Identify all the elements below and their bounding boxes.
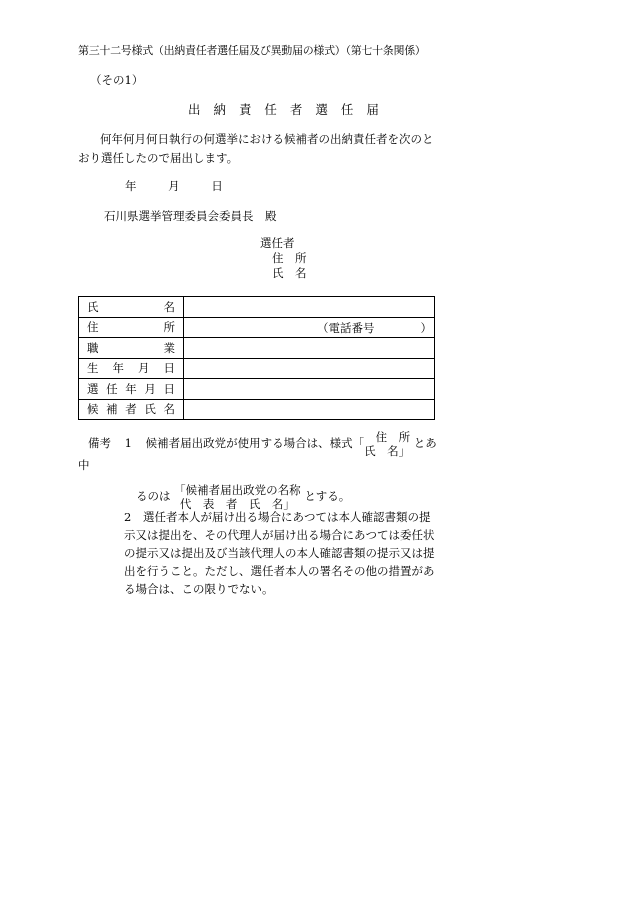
note-2-text: 選任者本人が届け出る場合にあつては本人確認書類の提示又は提出を、その代理人が届け出る場合にあつては委任状の提示又は提出及び当該代理人の本人確認書類の提示又は提出を行うこと。ただし、選任者本人の署名その他の措置がある場合は、この限りでない。: [124, 510, 435, 596]
form-header: 第三十二号様式（出納責任者選任届及び異動届の様式）（第七十条関係）: [78, 44, 426, 57]
details-table: [78, 296, 435, 420]
appointer-block: [260, 236, 307, 281]
occupation-field[interactable]: [184, 338, 435, 359]
appointer-title: 選任者: [260, 236, 295, 250]
birthdate-field[interactable]: [184, 358, 435, 379]
table-row: [79, 399, 435, 420]
table-row: [79, 317, 435, 338]
table-row: [79, 358, 435, 379]
table-row: [79, 379, 435, 400]
phone-number-label: （電話番号 ）: [317, 320, 432, 335]
notes-head: 備考: [88, 436, 111, 450]
note-1-number: 1: [124, 436, 132, 450]
month-label: 月: [168, 179, 180, 193]
note-1-continuation: 中: [78, 458, 90, 472]
row-label: 住所: [79, 317, 184, 338]
form-part-label: （その1）: [90, 73, 144, 87]
addressee: 石川県選挙管理委員会委員長 殿: [104, 209, 277, 223]
note-2-number: 2: [124, 510, 132, 524]
note-1-line2-bracket: 「候補者届出政党の名称 代 表 者 氏 名」: [174, 483, 301, 511]
row-label: 候補者氏名: [79, 399, 184, 420]
row-label: 氏名: [79, 297, 184, 318]
day-label: 日: [211, 179, 223, 193]
appointer-address-label: 住 所: [272, 251, 307, 265]
table-row: [79, 338, 435, 359]
note-2: [124, 508, 436, 598]
name-field[interactable]: [184, 297, 435, 318]
row-label: 選任年月日: [79, 379, 184, 400]
note-1-line2-tail: とする。: [304, 489, 351, 503]
table-row: [79, 297, 435, 318]
note-1-bracket: 住 所 氏 名」: [364, 430, 411, 458]
appointer-name-label: 氏 名: [272, 266, 307, 280]
date-line: [125, 178, 251, 194]
row-label: 生年月日: [79, 358, 184, 379]
note-1-text: 候補者届出政党が使用する場合は、様式「: [145, 436, 365, 450]
row-label: 職業: [79, 338, 184, 359]
address-field[interactable]: [184, 317, 435, 338]
document-title: 出 納 責 任 者 選 任 届: [188, 102, 384, 117]
notes-block: [78, 430, 437, 511]
appointment-date-field[interactable]: [184, 379, 435, 400]
note-1-tail: とあ: [413, 436, 437, 450]
year-label: 年: [125, 179, 137, 193]
note-1-line2-prefix: るのは: [136, 489, 171, 503]
candidate-name-field[interactable]: [184, 399, 435, 420]
body-text: 何年何月何日執行の何選挙における候補者の出納責任者を次のとおり選任したので届出します。: [78, 132, 434, 165]
